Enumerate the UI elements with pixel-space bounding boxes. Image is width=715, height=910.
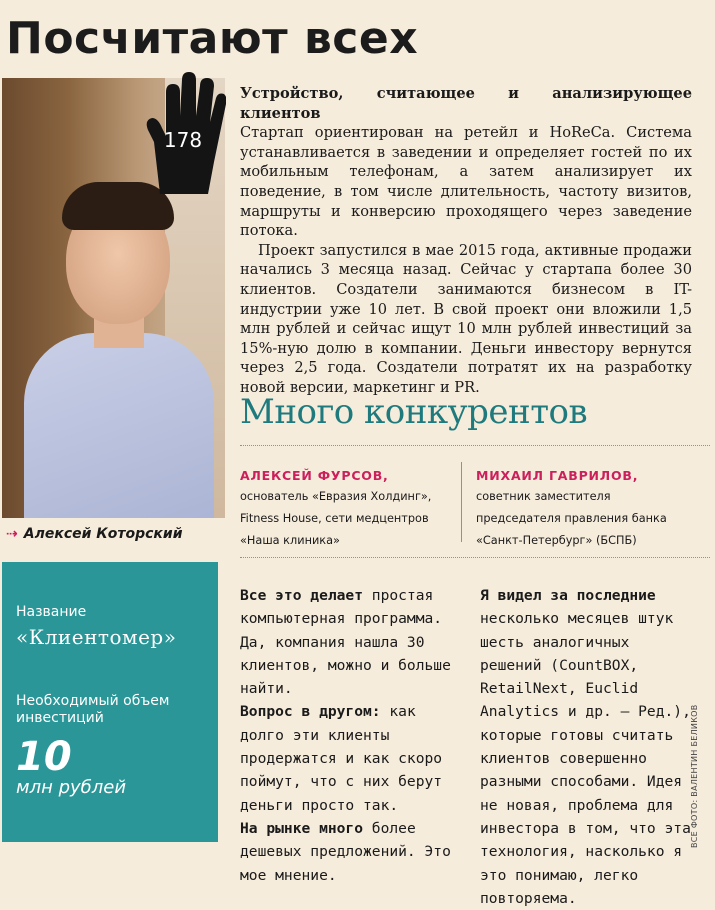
photo-credit: ВСЕ ФОТО: ВАЛЕНТИН БЕЛИКОВ (690, 704, 699, 848)
startup-name: «Клиентомер» (16, 625, 177, 649)
expert-role-line: основатель «Евразия Холдинг», (240, 490, 432, 503)
divider (240, 557, 710, 558)
expert-role-line: советник заместителя (476, 490, 611, 503)
opinion-lead: Я видел за последние (480, 587, 656, 604)
expert-name: АЛЕКСЕЙ ФУРСОВ, (240, 468, 389, 483)
opinion-lead: На рынке много (240, 819, 364, 837)
photo-caption (6, 526, 226, 542)
intro-text (240, 84, 692, 398)
opinion-lead: Все это делает (240, 587, 364, 604)
photo-shirt (24, 333, 214, 518)
opinion-paragraph (240, 584, 462, 700)
intro-paragraph-2: Проект запустился в мае 2015 года, активные продажи начались 3 месяца назад. Сейчас у стартапа более 30 клиентов. Создатели занимаются бизнесом в IT-индустрии уже 10 лет. В свой проект они вложили 1,5 млн рублей и сейчас ищут 10 млн рублей инвестиций за 15%-ную долю в компании. Деньги инвестору вернутся через 2,5 года. Создатели потратят их на разработку новой версии, маркетинг и PR. (240, 241, 692, 396)
divider (240, 445, 710, 446)
expert-gavrilov (476, 466, 706, 552)
expert-name: МИХАИЛ ГАВРИЛОВ, (476, 468, 639, 483)
article-title: Посчитают всех (6, 13, 419, 64)
opinion-gavrilov (480, 584, 698, 910)
expert-role-line: председателя правления банка (476, 512, 667, 525)
startup-infobox (2, 562, 218, 842)
opinion-text: как долго эти клиенты продержатся и как скоро поймут, что с них берут деньги просто так. (240, 703, 443, 814)
investment-label: Необходимый объем инвестиций (16, 693, 170, 726)
arrow-right-icon: ⇢ (6, 526, 18, 542)
intro-paragraph-1: Стартап ориентирован на ретейл и HoReCa. Система устанавливается в заведении и определяет гостей по их мобильным телефонам, а затем анализирует их поведение, в том числе длительность, частоту визитов, маршруты и конверсию проходящего через заведение потока. (240, 124, 692, 240)
opinion-text: несколько месяцев штук шесть аналогичных решений (CountBOX, RetailNext, Euclid Analytics и др. — Ред.), которые готовы считать клиентов совершенно разными способами. Идея не новая, проблема для инвестора в том, что эта технология, насколько я это понимаю, легко повторяема. (480, 610, 691, 907)
opinion-text: простая компьютерная программа. Да, компания нашла 30 клиентов, можно и больше найти. (240, 587, 451, 698)
expert-separator (461, 462, 462, 542)
section-title: Много конкурентов (240, 392, 588, 432)
expert-role-line: Fitness House, сети медцентров (240, 512, 429, 525)
expert-role-line: «Санкт-Петербург» (БСПБ) (476, 534, 637, 547)
opinion-paragraph (480, 584, 698, 910)
investment-amount: 10 (16, 734, 72, 780)
opinion-text: более дешевых предложений. Это мое мнение. (240, 819, 451, 884)
expert-fursov (240, 466, 455, 552)
opinion-paragraph (240, 817, 462, 887)
name-label: Название (16, 604, 87, 620)
opinion-lead: Вопрос в другом: (240, 703, 381, 721)
opinion-paragraph (240, 700, 462, 816)
investment-unit: млн рублей (16, 777, 127, 798)
caption-text: Алексей Которский (23, 526, 183, 542)
expert-role-line: «Наша клиника» (240, 534, 340, 547)
intro-lead: Устройство, считающее и анализирующее клиентов (240, 85, 692, 122)
badge-number: 178 (163, 128, 203, 152)
opinion-fursov (240, 584, 462, 887)
